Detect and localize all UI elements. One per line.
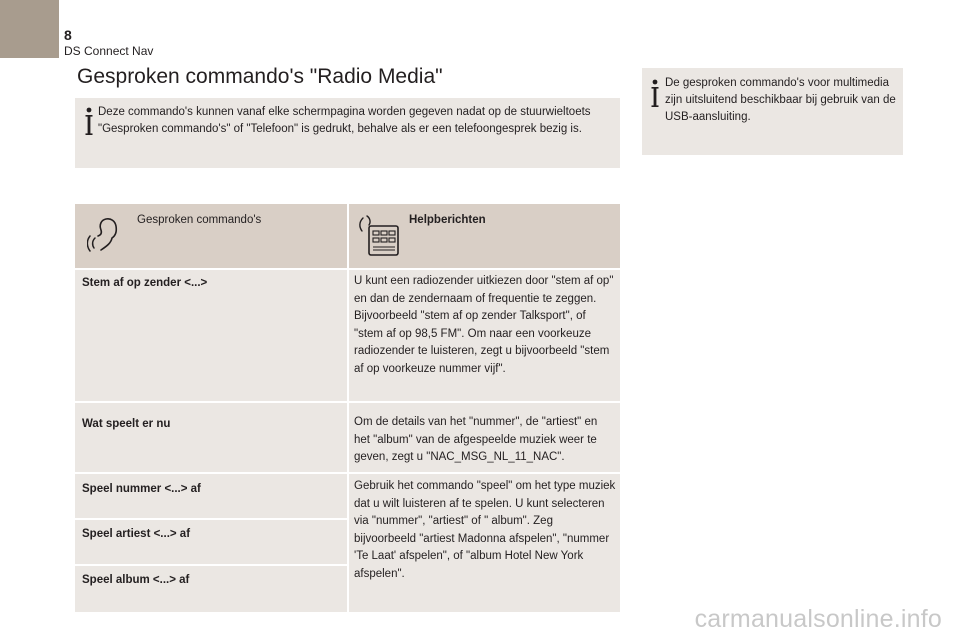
info-i-icon — [82, 107, 96, 137]
header-commands-label: Gesproken commando's — [137, 214, 262, 226]
row-divider — [75, 401, 620, 403]
watermark: carmanualsonline.info — [694, 605, 942, 633]
info-box-side — [642, 68, 903, 155]
command-stem-af-op-zender: Stem af op zender <...> — [82, 277, 208, 289]
command-wat-speelt-er-nu: Wat speelt er nu — [82, 418, 171, 430]
command-speel-album: Speel album <...> af — [82, 574, 190, 586]
help-speel-commando: Gebruik het commando "speel" om het type muziek dat u wilt luisteren af te spelen. U kunt selecteren via "nummer", "artiest" of " album". Zeg bijvoorbeeld "artiest Madonna afspelen", "nummer 'Te Laat' afspelen", of "album Hotel New York afspelen". — [354, 480, 616, 580]
info-text-side: De gesproken commando's voor multimedia zijn uitsluitend beschikbaar bij gebruik van de USB-aansluiting. — [665, 77, 896, 123]
page-number: 8 — [64, 27, 72, 43]
help-stem-af-op-zender: U kunt een radiozender uitkiezen door "stem af op" en dan de zendernaam of frequentie te zeggen. Bijvoorbeeld "stem af op zender Talksport", of "stem af op 98,5 FM". Om naar een voorkeuze radiozender te luisteren, zegt u bijvoorbeeld "stem af op voorkeuze nummer vijf". — [354, 275, 614, 375]
row-divider — [75, 564, 347, 566]
page-tab-marker — [0, 0, 59, 58]
info-text-main: Deze commando's kunnen vanaf elke schermpagina worden gegeven nadat op de stuurwieltoets "Gesproken commando's" of "Telefoon" is gedrukt, behalve als er een telefoongesprek bezig is. — [98, 106, 591, 135]
row-divider — [75, 518, 347, 520]
voice-commands-table — [75, 204, 620, 612]
section-name: DS Connect Nav — [64, 44, 154, 58]
header-help-label: Helpberichten — [409, 214, 486, 226]
row-divider — [75, 268, 620, 270]
info-i-icon — [648, 79, 662, 109]
help-wat-speelt-er-nu: Om de details van het "nummer", de "artiest" en het "album" van de afgespeelde muziek weer te geven, zegt u "NAC_MSG_NL_11_NAC". — [354, 416, 598, 463]
page-title: Gesproken commando's "Radio Media" — [77, 65, 443, 88]
help-messages-icon — [357, 214, 401, 258]
column-divider — [347, 204, 349, 612]
row-divider — [75, 472, 620, 474]
info-box-main — [75, 98, 620, 168]
command-speel-nummer: Speel nummer <...> af — [82, 483, 201, 495]
voice-command-icon — [87, 216, 123, 254]
command-speel-artiest: Speel artiest <...> af — [82, 528, 191, 540]
